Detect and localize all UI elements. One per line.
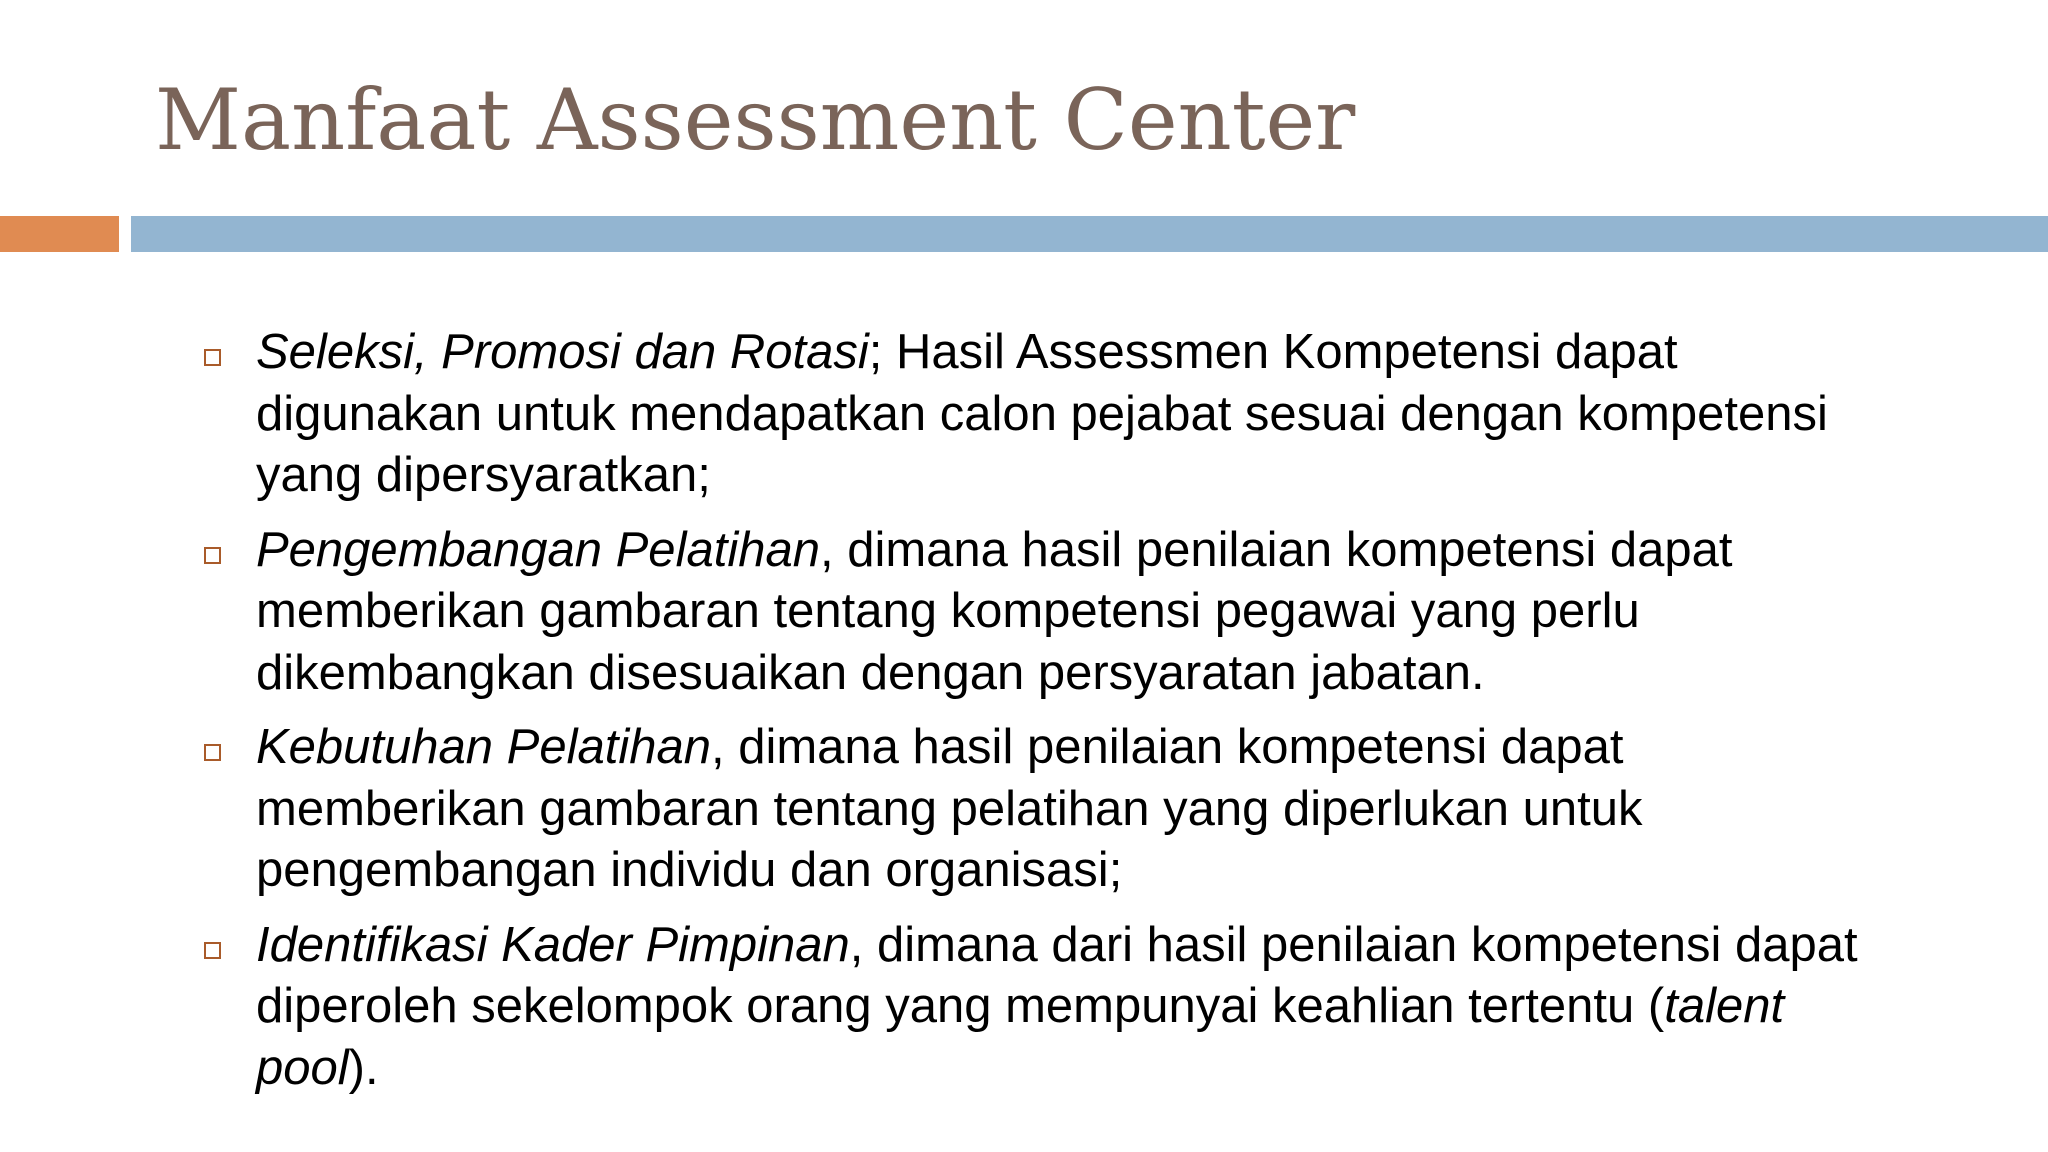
item-text: , dimana dari hasil penilaian kompetensi dapat diperoleh sekelompok orang yang mempunyai keahlian tertentu ( [256,917,1858,1033]
item-term: Seleksi, Promosi dan Rotasi [256,325,869,379]
item-text: , dimana hasil penilaian kompetensi dapat memberikan gambaran tentang pelatihan yang diperlukan untuk pengembangan individu dan organisasi; [256,720,1643,897]
bullet-list [200,322,1880,1112]
list-item [200,717,1880,902]
slide-title: Manfaat Assessment Center [155,71,1356,169]
hollow-square-bullet-icon [204,349,221,366]
item-term-talent-pool: talent pool [256,979,1785,1095]
item-text: , dimana hasil penilaian kompetensi dapat memberikan gambaran tentang kompetensi pegawai yang perlu dikembangkan disesuaikan dengan persyaratan jabatan. [256,522,1733,700]
hollow-square-bullet-icon [204,547,221,564]
list-item [200,520,1880,705]
list-item [200,322,1880,507]
hollow-square-bullet-icon [204,744,221,761]
item-term: Pengembangan Pelatihan [256,522,820,577]
hollow-square-bullet-icon [204,942,221,959]
list-item [200,915,1880,1100]
title-accent-bar [0,216,119,252]
title-divider-bar [131,216,2048,252]
item-text: ; Hasil Assessmen Kompetensi dapat digunakan untuk mendapatkan calon pejabat sesuai dengan kompetensi yang dipersyaratkan; [256,325,1828,502]
item-term: Kebutuhan Pelatihan [256,720,711,774]
item-term: Identifikasi Kader Pimpinan [256,917,850,972]
item-text-end: ). [348,1040,379,1095]
